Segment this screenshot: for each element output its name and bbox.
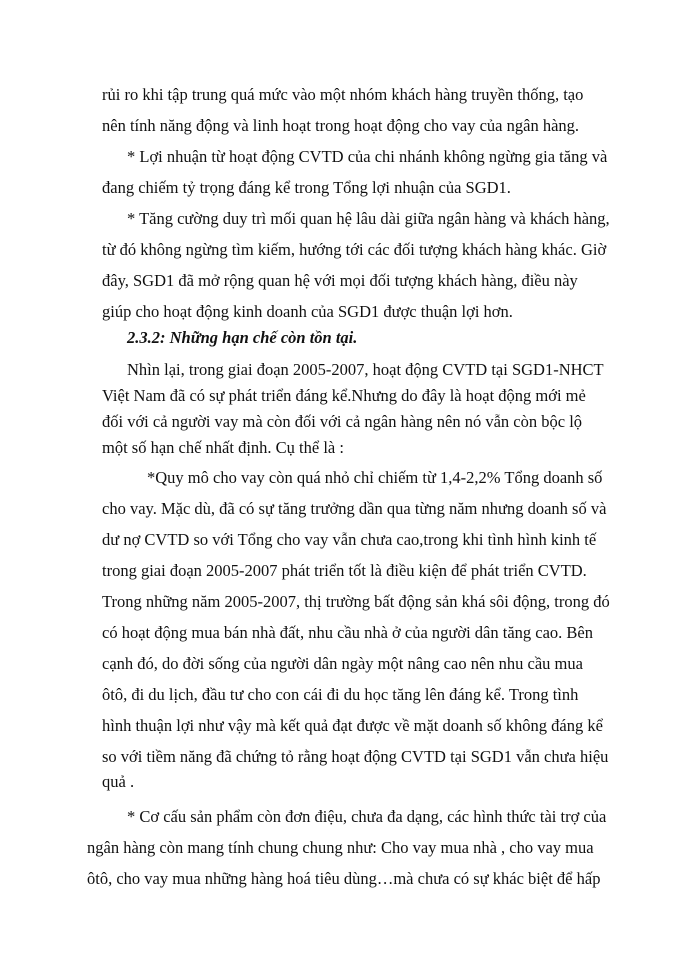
text-line: đây, SGD1 đã mở rộng quan hệ với mọi đối tượng khách hàng, điều này — [102, 271, 578, 290]
text-line: hình thuận lợi như vậy mà kết quả đạt được về mặt doanh số không đáng kể — [102, 716, 603, 735]
text-line: dư nợ CVTD so với Tổng cho vay vẫn chưa cao,trong khi tình hình kinh tế — [102, 530, 597, 549]
text-line: nên tính năng động và linh hoạt trong hoạt động cho vay của ngân hàng. — [102, 116, 580, 135]
text-line: đối với cả người vay mà còn đối với cả ngân hàng nên nó vẫn còn bộc lộ — [102, 412, 583, 431]
text-line: ôtô, cho vay mua những hàng hoá tiêu dùng…mà chưa có sự khác biệt để hấp — [87, 869, 601, 888]
text-line: Việt Nam đã có sự phát triển đáng kể.Nhưng do đây là hoạt động mới mẻ — [102, 386, 586, 405]
text-line: đang chiếm tỷ trọng đáng kể trong Tổng lợi nhuận của SGD1. — [102, 178, 511, 197]
text-line: ngân hàng còn mang tính chung chung như: Cho vay mua nhà , cho vay mua — [87, 838, 594, 857]
text-line: cho vay. Mặc dù, đã có sự tăng trưởng dần qua từng năm nhưng doanh số và — [102, 499, 607, 518]
text-line: một số hạn chế nhất định. Cụ thể là : — [102, 438, 344, 457]
section-heading: 2.3.2: Những hạn chế còn tồn tại. — [127, 328, 358, 347]
text-line: Nhìn lại, trong giai đoạn 2005-2007, hoạt động CVTD tại SGD1-NHCT — [127, 360, 604, 379]
text-line: quả . — [102, 772, 135, 791]
text-line: * Lợi nhuận từ hoạt động CVTD của chi nhánh không ngừng gia tăng và — [127, 147, 608, 166]
text-line: ôtô, đi du lịch, đầu tư cho con cái đi du học tăng lên đáng kể. Trong tình — [102, 685, 579, 704]
text-line: trong giai đoạn 2005-2007 phát triển tốt là điều kiện để phát triển CVTD. — [102, 561, 587, 580]
text-line: từ đó không ngừng tìm kiếm, hướng tới các đối tượng khách hàng khác. Giờ — [102, 240, 607, 259]
text-line: * Cơ cấu sản phẩm còn đơn điệu, chưa đa dạng, các hình thức tài trợ của — [127, 807, 607, 826]
text-line: cạnh đó, do đời sống của người dân ngày một nâng cao nên nhu cầu mua — [102, 654, 583, 673]
text-line: rủi ro khi tập trung quá mức vào một nhóm khách hàng truyền thống, tạo — [102, 85, 584, 104]
text-line: có hoạt động mua bán nhà đất, nhu cầu nhà ở của người dân tăng cao. Bên — [102, 623, 593, 642]
text-line: *Quy mô cho vay còn quá nhỏ chỉ chiếm từ 1,4-2,2% Tổng doanh số — [147, 468, 603, 487]
text-line: * Tăng cường duy trì mối quan hệ lâu dài giữa ngân hàng và khách hàng, — [127, 209, 610, 228]
text-line: Trong những năm 2005-2007, thị trường bất động sản khá sôi động, trong đó — [102, 592, 610, 611]
text-line: so với tiềm năng đã chứng tỏ rằng hoạt động CVTD tại SGD1 vẫn chưa hiệu — [102, 747, 609, 766]
text-line: giúp cho hoạt động kinh doanh của SGD1 được thuận lợi hơn. — [102, 302, 513, 321]
